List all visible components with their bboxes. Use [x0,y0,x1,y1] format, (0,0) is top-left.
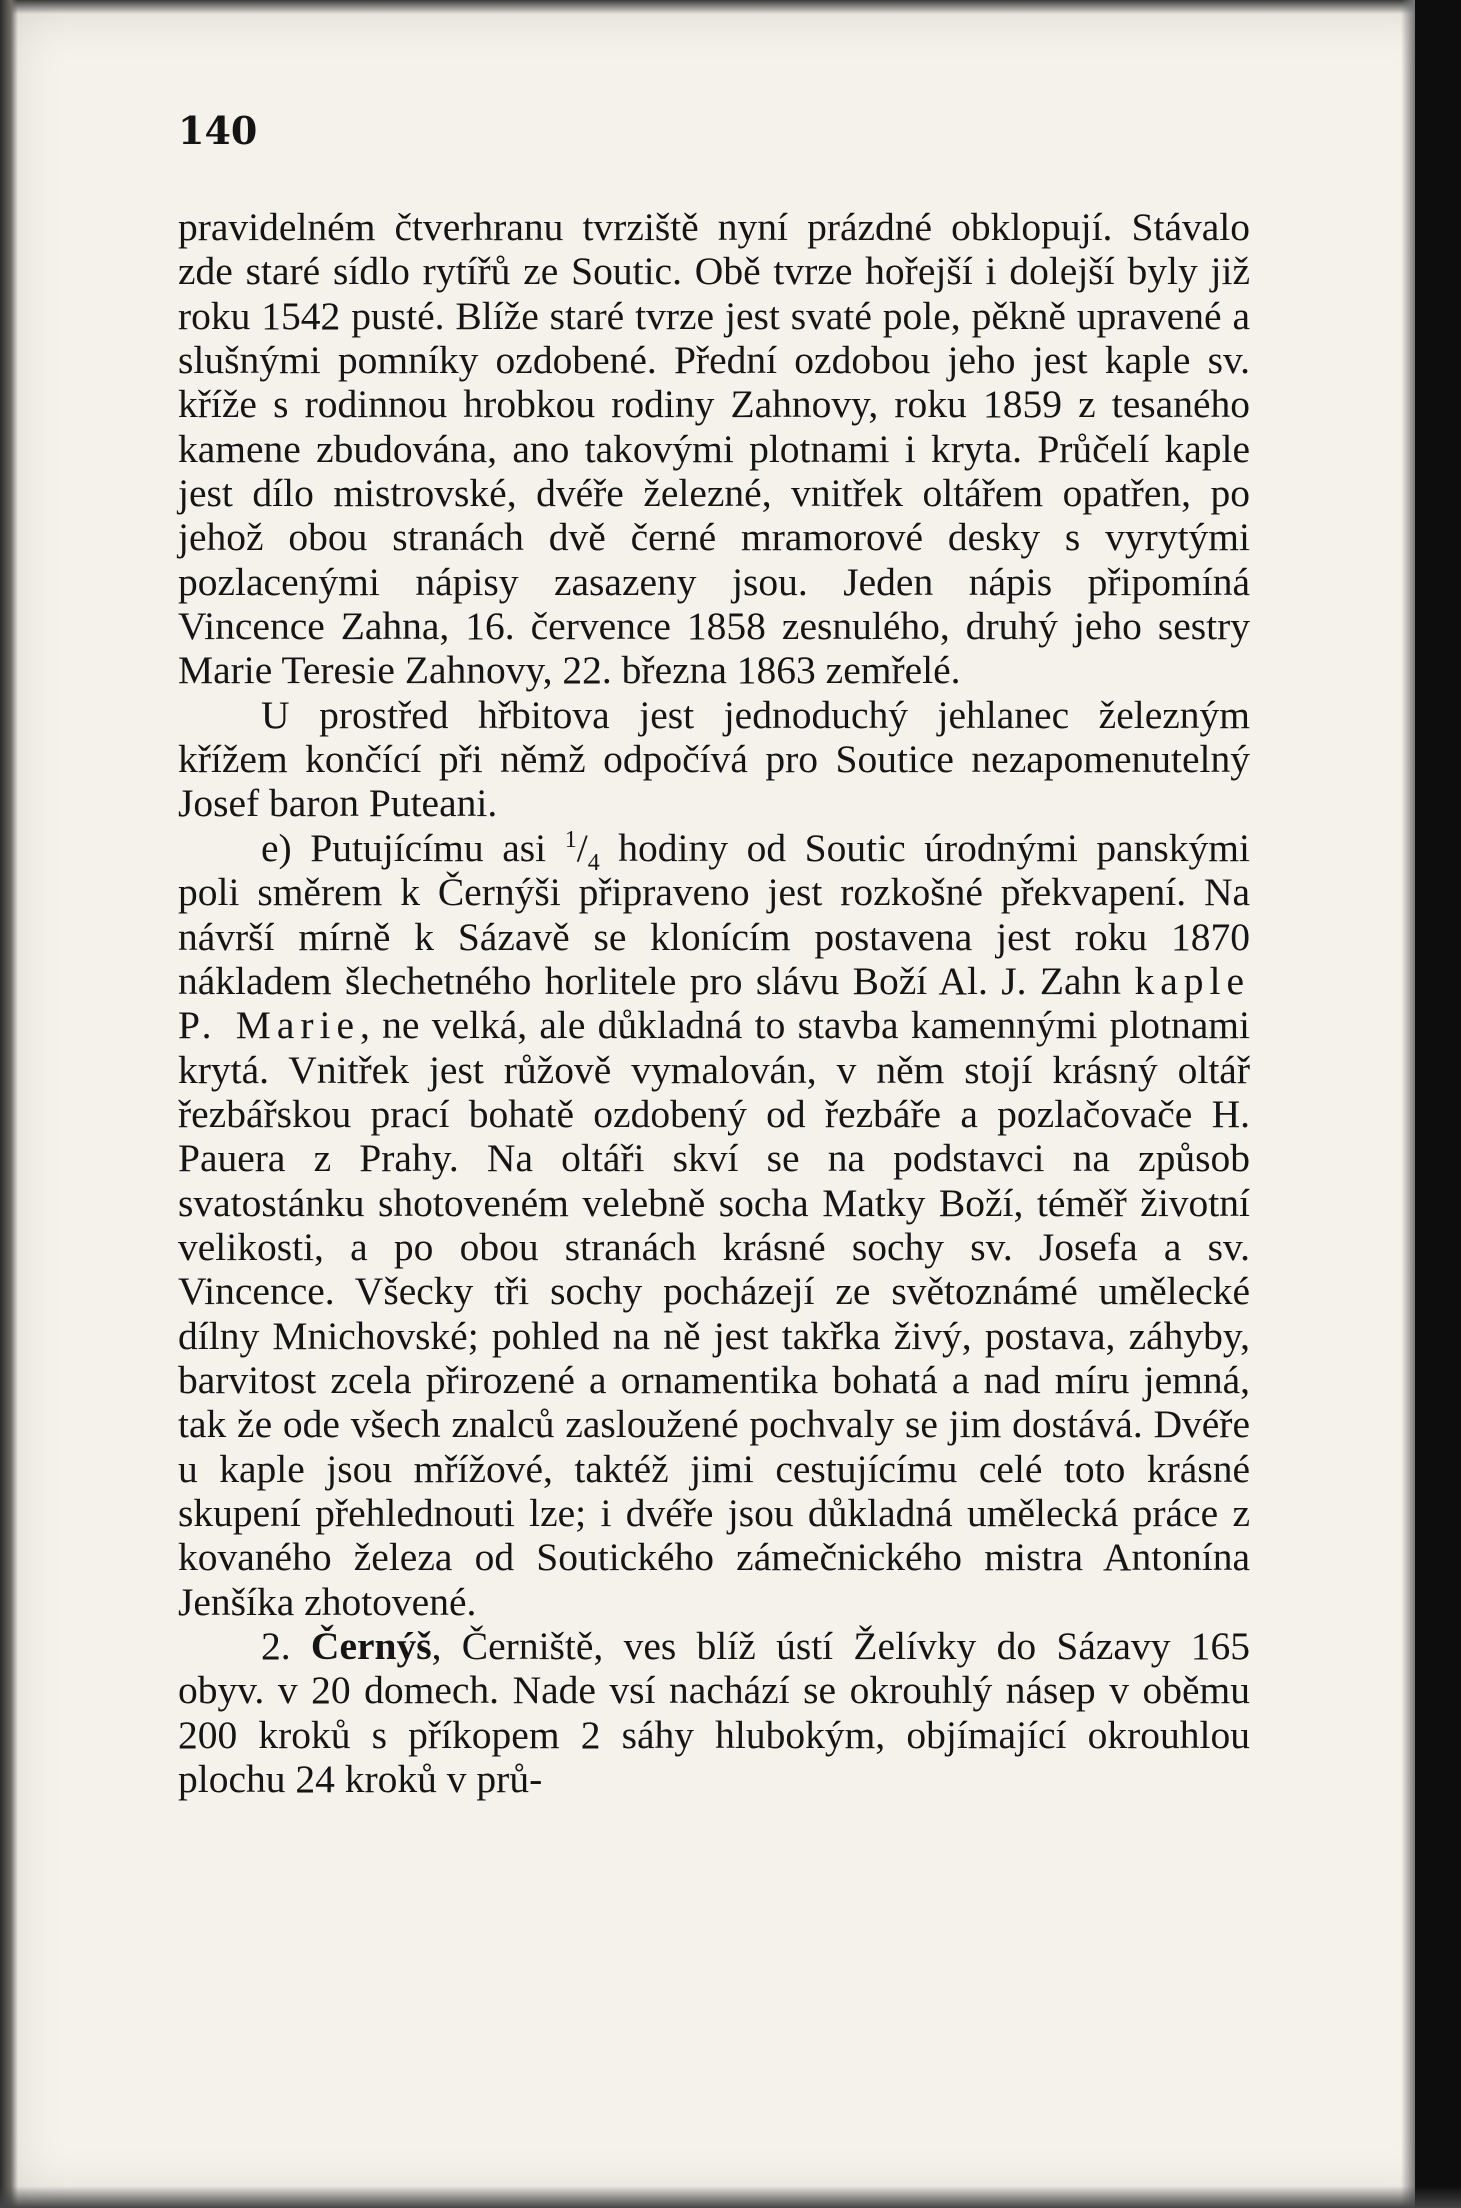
paragraph-3-text-middle: hodiny od Soutic úrodnými panskými poli směrem k Černýši připraveno jest rozkošné překvapení. Na návrší mírně k Sázavě se klonícím postavena jest roku 1870 nákladem šlechetného horlitele pro slávu Boží Al. J. Zahn [178,825,1250,1003]
scan-shadow-right [1401,0,1415,2208]
paragraph-4 [178,1624,1250,1801]
scan-border-right [1415,0,1461,2208]
body-text [178,205,1250,1801]
paragraph-4-text-start: 2. [261,1624,311,1668]
paragraph-3: e) Putujícímu asi $^1/_4$ hodiny od Soutic úrodnými panskými poli směrem k Černýši připraveno jest rozkošné překvapení. Na návrší mírně k Sázavě se klonícím postavena jest roku 1870 nákladem šlechetného horlitele pro slávu Boží Al. J. Zahn kaple P. Marie, ne velká, ale důkladná to stavba kamennými plotnami krytá. Vnitřek jest růžově vymalován, v něm stojí krásný oltář řezbářskou prací bohatě ozdobený od řezbáře a pozlačovače H. Pauera z Prahy. Na oltáři skví se na podstavci na způsob svatostánku shotoveném velebně socha Matky Boží, téměř životní velikosti, a po obou stranách krásné sochy sv. Josefa a sv. Vincence. Všecky tři sochy pocházejí ze světoznámé umělecké dílny Mnichovské; pohled na ně jest takřka živý, postava, záhyby, barvitost zcela přirozené a ornamentika bohatá a nad míru jemná, tak že ode všech znalců zasloužené pochvaly se jim dostává. Dvéře u kaple jsou mřížové, taktéž jimi cestujícímu celé toto krásné skupení přehlednouti lze; i dvéře jsou důkladná umělecká práce z kovaného železa od Soutického zámečnického mistra Antonína Jenšíka zhotovené. [178,825,1250,1624]
paragraph-2-text: U prostřed hřbitova jest jednoduchý jehlanec železným křížem končící při němž odpočívá pro Soutice nezapomenutelný Josef baron Puteani. [178,692,1250,826]
paragraph-4-text-end: , Černiště, ves blíž ústí Želívky do Sázavy 165 obyv. v 20 domech. Nade vsí nachází se okrouhlý násep v oběmu 200 kroků s příkopem 2 sáhy hlubokým, objímající okrouhlou plochu 24 kroků v prů- [178,1624,1250,1802]
paragraph-1-text: pravidelném čtverhranu tvrziště nyní prázdné obklopují. Stávalo zde staré sídlo rytířů ze Soutic. Obě tvrze hořejší i dolejší byly již roku 1542 pusté. Blíže staré tvrze jest svaté pole, pěkně upravené a slušnými pomníky ozdobené. Přední ozdobou jeho jest kaple sv. kříže s rodinnou hrobkou rodiny Zahnovy, roku 1859 z tesaného kamene zbudována, ano takovými plotnami i kryta. Průčelí kaple jest dílo mistrovské, dvéře železné, vnitřek oltářem opatřen, po jehož obou stranách dvě černé mramorové desky s vyrytými pozlacenými nápisy zasazeny jsou. Jeden nápis připomíná Vincence Zahna, 16. července 1858 zesnulého, druhý jeho sestry Marie Teresie Zahnovy, 22. března 1863 zemřelé. [178,205,1250,693]
paragraph-2 [178,693,1250,826]
scan-shadow-left [0,0,18,2208]
fraction-denominator: 4 [587,849,600,876]
scan-shadow-top [0,0,1461,14]
village-name-bold: Černýš [310,1624,432,1668]
page-number: 140 [178,108,258,153]
paragraph-1 [178,205,1250,693]
chapel-name-spaced: kaple P. Marie [178,958,1250,1048]
fraction-numerator: 1 [564,826,577,853]
scan-shadow-bottom [0,2186,1461,2208]
paragraph-3-text-end: , ne velká, ale důkladná to stavba kamennými plotnami krytá. Vnitřek jest růžově vymalován, v něm stojí krásný oltář řezbářskou prací bohatě ozdobený od řezbáře a pozlačovače H. Pauera z Prahy. Na oltáři skví se na podstavci na způsob svatostánku shotoveném velebně socha Matky Boží, téměř životní velikosti, a po obou stranách krásné sochy sv. Josefa a sv. Vincence. Všecky tři sochy pocházejí ze světoznámé umělecké dílny Mnichovské; pohled na ně jest takřka živý, postava, záhyby, barvitost zcela přirozené a ornamentika bohatá a nad míru jemná, tak že ode všech znalců zasloužené pochvaly se jim dostává. Dvéře u kaple jsou mřížové, taktéž jimi cestujícímu celé toto krásné skupení přehlednouti lze; i dvéře jsou důkladná umělecká práce z kovaného železa od Soutického zámečnického mistra Antonína Jenšíka zhotovené. [178,1003,1250,1624]
paragraph-3-text-start: e) Putujícímu asi [261,825,565,870]
